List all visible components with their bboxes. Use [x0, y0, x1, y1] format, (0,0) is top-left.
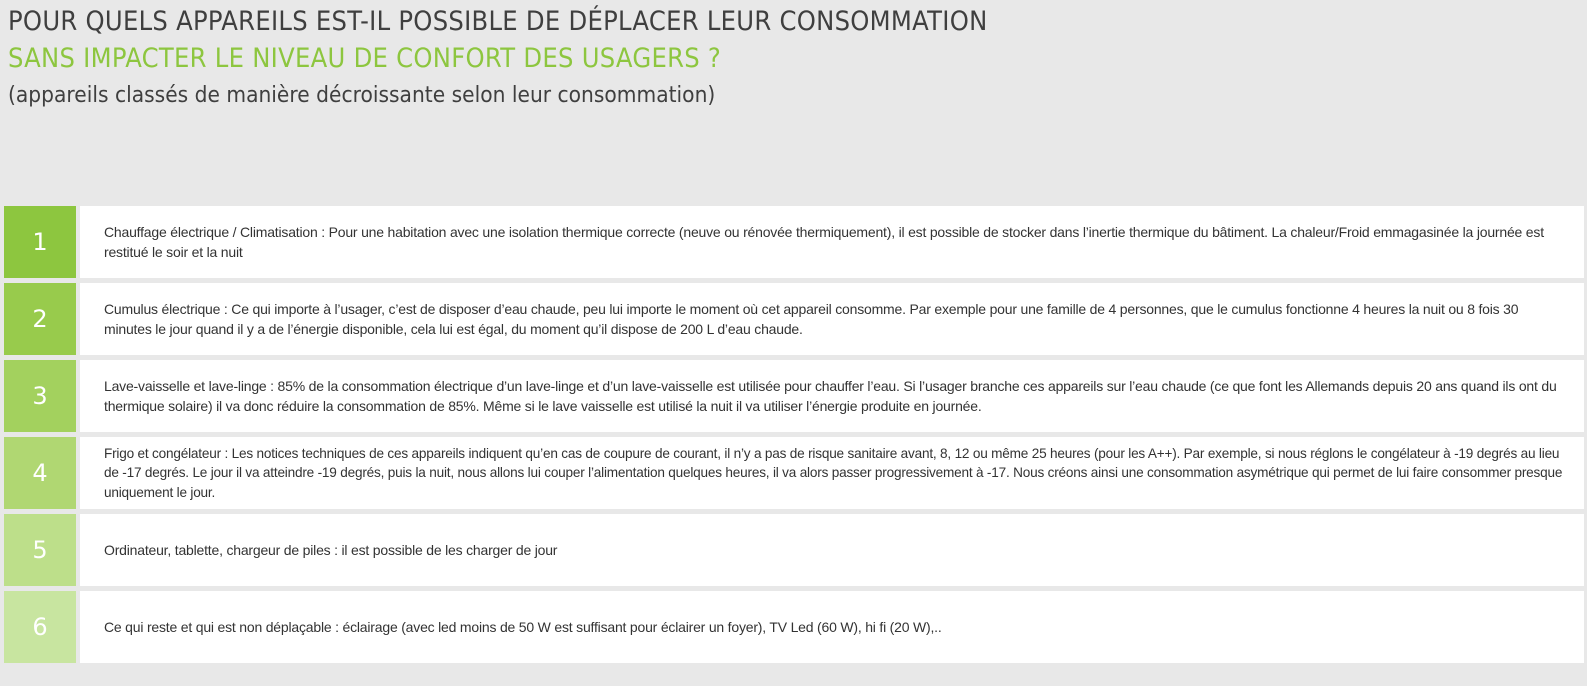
page-subtitle: (appareils classés de manière décroissante selon leur consommation): [8, 83, 716, 108]
list-item-text: Chauffage électrique / Climatisation : Pour une habitation avec une isolation thermique correcte (neuve ou rénovée thermiquement), il est possible de stocker dans l’inertie thermique du bâtiment. La chaleur/Froid emmagasinée la journée est restitué le soir et la nuit: [104, 224, 1544, 260]
rank-badge: 4: [4, 437, 76, 509]
list-item-text-cell: [80, 360, 1584, 432]
list-item: [4, 283, 1584, 355]
list-item-text: Frigo et congélateur : Les notices techniques de ces appareils indiquent qu’en cas de coupure de courant, il n’y a pas de risque sanitaire avant, 8, 12 ou même 25 heures (pour les A++). Par exemple, si nous réglons le congélateur à -19 degrés au lieu de -17 degrés. Le jour il va atteindre -19 degrés, puis la nuit, nous allons lui couper l’alimentation quelques heures, il va alors passer progressivement à -17. Nous créons ainsi une consommation asymétrique qui permet de lui faire consommer presque uniquement le jour.: [104, 445, 1563, 500]
rank-badge: 2: [4, 283, 76, 355]
list-item-text-cell: [80, 206, 1584, 278]
rank-badge: 5: [4, 514, 76, 586]
page-title: POUR QUELS APPAREILS EST-IL POSSIBLE DE DÉPLACER LEUR CONSOMMATION: [8, 6, 988, 37]
rank-badge: 6: [4, 591, 76, 663]
list-item: [4, 591, 1584, 663]
list-item: [4, 514, 1584, 586]
list-item-text-cell: [80, 514, 1584, 586]
list-item-text: Cumulus électrique : Ce qui importe à l’usager, c’est de disposer d’eau chaude, peu lui importe le moment où cet appareil consomme. Par exemple pour une famille de 4 personnes, que le cumulus fonctionne 4 heures la nuit ou 8 fois 30 minutes le jour quand il y a de l’énergie disponible, cela lui est égal, du moment qu’il dispose de 200 L d’eau chaude.: [104, 301, 1519, 337]
rank-badge: 1: [4, 206, 76, 278]
list-item-text-cell: [80, 591, 1584, 663]
list-item-text: Lave-vaisselle et lave-linge : 85% de la consommation électrique d’un lave-linge et d’un lave-vaisselle est utilisée pour chauffer l’eau. Si l’usager branche ces appareils sur l’eau chaude (ce que font les Allemands depuis 20 ans quand ils ont du thermique solaire) il va donc réduire la consommation de 85%. Même si le lave vaisselle est utilisé la nuit il va utiliser l’énergie produite en journée.: [104, 378, 1557, 414]
list-item: [4, 206, 1584, 278]
rank-badge: 3: [4, 360, 76, 432]
list-item-text-cell: [80, 283, 1584, 355]
appliance-ranking-list: [4, 206, 1584, 668]
list-item: [4, 437, 1584, 509]
list-item-text: Ce qui reste et qui est non déplaçable : éclairage (avec led moins de 50 W est suffisant pour éclairer un foyer), TV Led (60 W), hi fi (20 W),..: [104, 619, 942, 635]
list-item-text-cell: [80, 437, 1584, 509]
list-item-text: Ordinateur, tablette, chargeur de piles : il est possible de les charger de jour: [104, 542, 558, 558]
page-header: [8, 4, 1568, 114]
list-item: [4, 360, 1584, 432]
page-title-highlight: SANS IMPACTER LE NIVEAU DE CONFORT DES USAGERS ?: [8, 43, 722, 74]
